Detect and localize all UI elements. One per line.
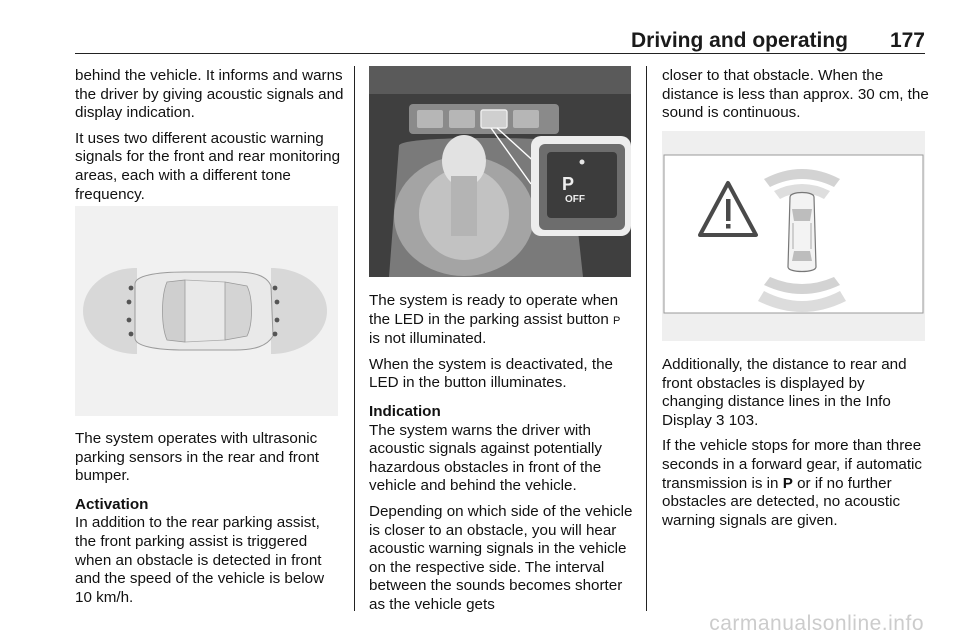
- paragraph: If the vehicle stops for more than three seconds in a forward gear, if automatic transmission is in P or if no further obstacles are detected, no acoustic warning signals are given.: [662, 437, 923, 529]
- watermark: carmanualsonline.info: [709, 612, 924, 635]
- paragraph: It uses two different acoustic warning signals for the front and rear monitoring areas, each with a different tone frequency.: [75, 129, 341, 203]
- header-rule: [75, 53, 925, 54]
- figure-parking-assist-button: [369, 66, 631, 277]
- gear-position-p: P: [782, 474, 793, 492]
- parking-assist-icon: P: [613, 314, 621, 327]
- figure-car-sensor-zones: [75, 206, 338, 416]
- paragraph: behind the vehicle. It informs and warns the driver by giving acoustic signals and display indication.: [75, 67, 344, 122]
- figure-info-display-distance: [662, 131, 925, 341]
- section-heading-activation: Activation: [75, 495, 149, 513]
- column-divider-left: [354, 66, 355, 611]
- column-divider-right: [646, 66, 647, 611]
- button-label-off: OFF: [565, 194, 585, 205]
- paragraph: When the system is deactivated, the LED in the button illuminates.: [369, 355, 613, 392]
- page-reference-icon: 3: [716, 411, 725, 429]
- paragraph: The system is ready to operate when the LED in the parking assist button P is not illuminated.: [369, 292, 621, 348]
- page-number: 177: [889, 29, 925, 52]
- button-symbol-p: P: [562, 174, 575, 194]
- column-2-text: [369, 292, 634, 622]
- column-1-bottom: [75, 430, 345, 614]
- column-3-top: [662, 67, 930, 130]
- paragraph: The system operates with ultrasonic parking sensors in the rear and front bumper.: [75, 430, 319, 485]
- section-heading-indication: Indication: [369, 402, 441, 420]
- column-3-bottom: [662, 356, 930, 537]
- paragraph: closer to that obstacle. When the distance is less than approx. 30 cm, the sound is continuous.: [662, 67, 929, 122]
- paragraph: The system warns the driver with acoustic signals against potentially hazardous obstacles in front of the vehicle and behind the vehicle.: [369, 421, 603, 495]
- column-1-top: [75, 67, 345, 211]
- paragraph: Depending on which side of the vehicle is closer to an obstacle, you will hear acoustic warning signals in the vehicle on the respective side. The interval between the sounds becomes shorter as the vehicle gets: [369, 502, 633, 613]
- page-header-title: Driving and operating: [630, 29, 848, 52]
- paragraph: Additionally, the distance to rear and front obstacles is displayed by changing distance lines in the Info Display 3 103.: [662, 356, 907, 429]
- paragraph: In addition to the rear parking assist, the front parking assist is triggered when an obstacle is detected in front and the speed of the vehicle is below 10 km/h.: [75, 514, 325, 606]
